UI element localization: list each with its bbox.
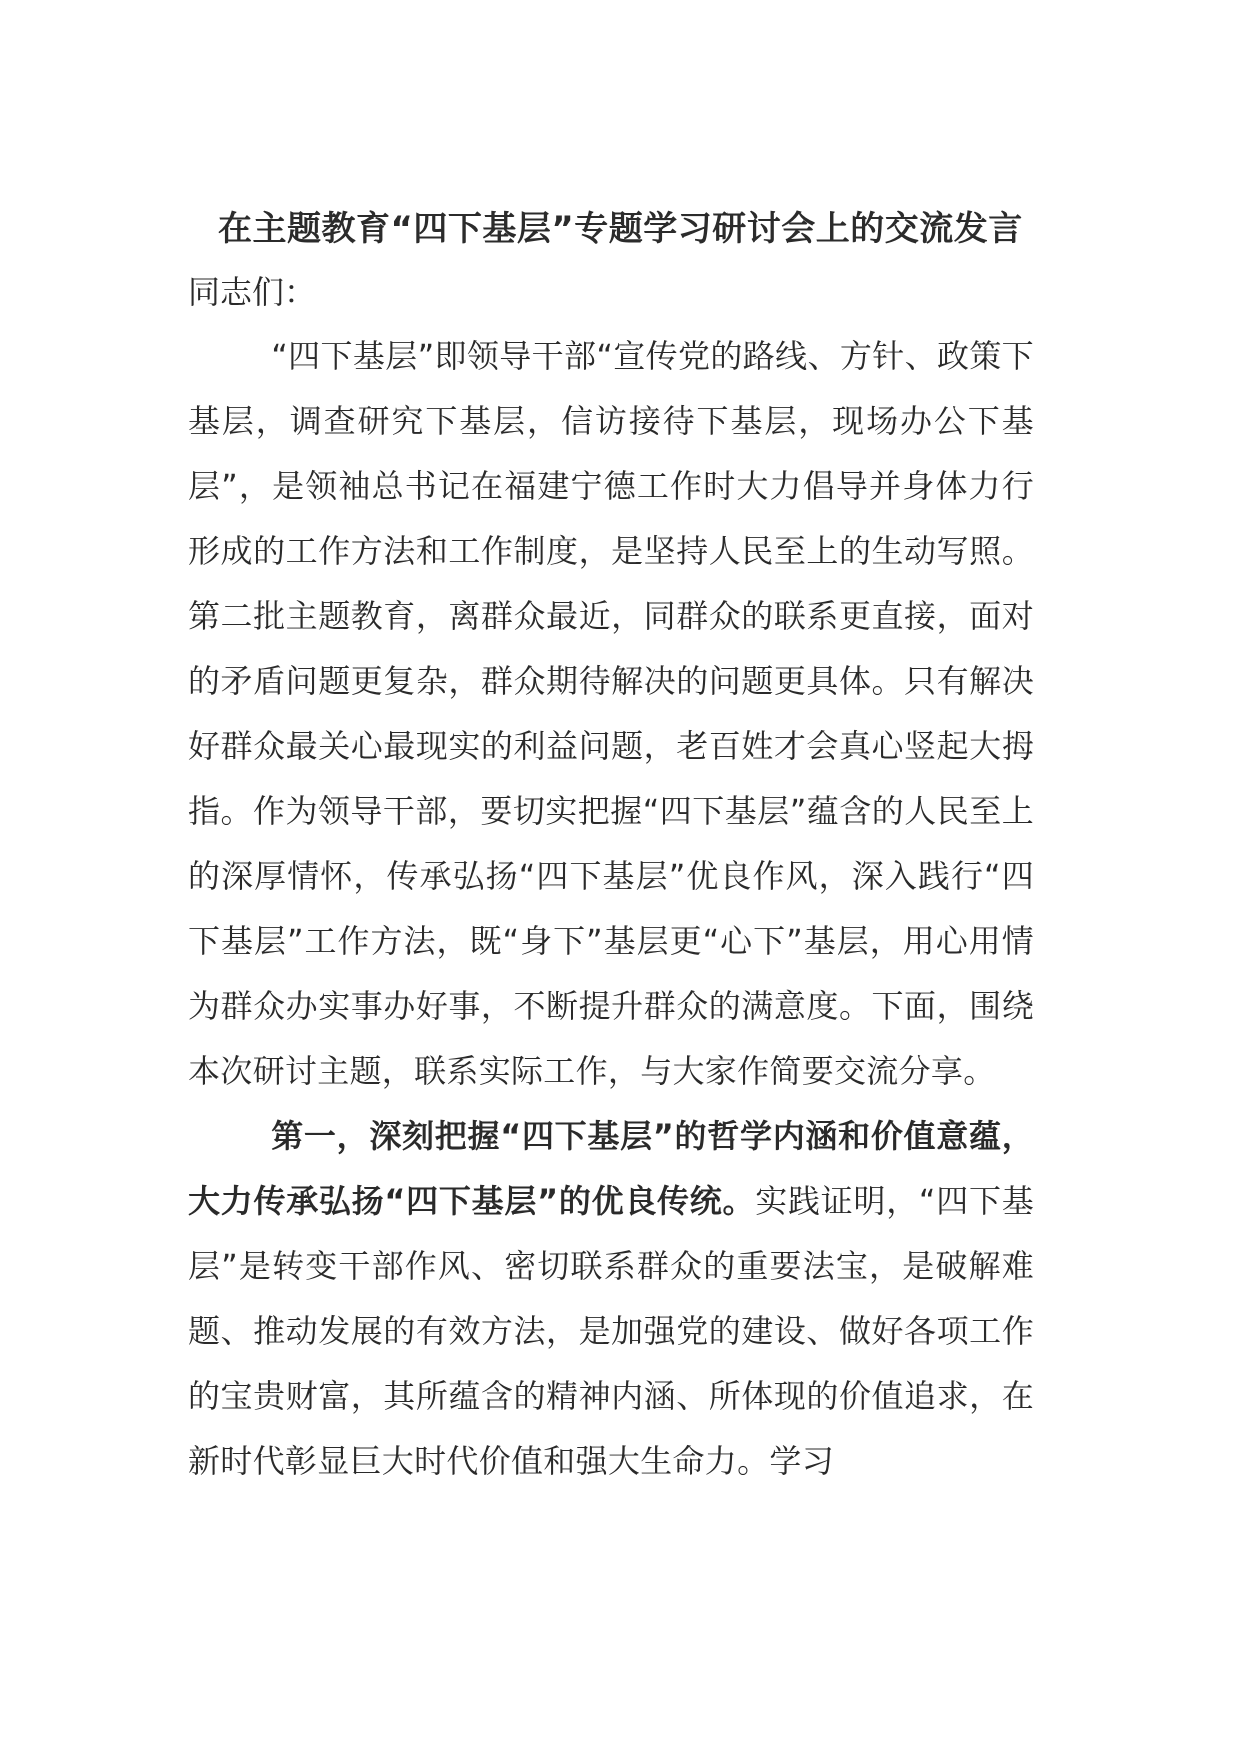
paragraph-first-point-heading: 第一，深刻把握“四下基层”的哲学内涵和价值意蕴，大力传承弘扬“四下基层”的优良传统。 [188, 1117, 1034, 1220]
paragraph-intro: “四下基层”即领导干部“宣传党的路线、方针、政策下基层，调查研究下基层，信访接待下基层，现场办公下基层”，是领袖总书记在福建宁德工作时大力倡导并身体力行形成的工作方法和工作制度，是坚持人民至上的生动写照。第二批主题教育，离群众最近，同群众的联系更直接，面对的矛盾问题更复杂，群众期待解决的问题更具体。只有解决好群众最关心最现实的利益问题，老百姓才会真心竖起大拇指。作为领导干部，要切实把握“四下基层”蕴含的人民至上的深厚情怀，传承弘扬“四下基层”优良作风，深入践行“四下基层”工作方法，既“身下”基层更“心下”基层，用心用情为群众办实事办好事，不断提升群众的满意度。下面，围绕本次研讨主题，联系实际工作，与大家作简要交流分享。 [188, 337, 1034, 1090]
salutation: 同志们： [188, 273, 317, 311]
document-title: 在主题教育“四下基层”专题学习研讨会上的交流发言 [218, 209, 1023, 249]
document-page [188, 200, 1034, 1494]
paragraph-first-point [188, 1104, 1034, 1494]
paragraph-first-point-body: 实践证明，“四下基层”是转变干部作风、密切联系群众的重要法宝，是破解难题、推动发展的有效方法，是加强党的建设、做好各项工作的宝贵财富，其所蕴含的精神内涵、所体现的价值追求，在新时代彰显巨大时代价值和强大生命力。学习 [188, 1182, 1035, 1480]
